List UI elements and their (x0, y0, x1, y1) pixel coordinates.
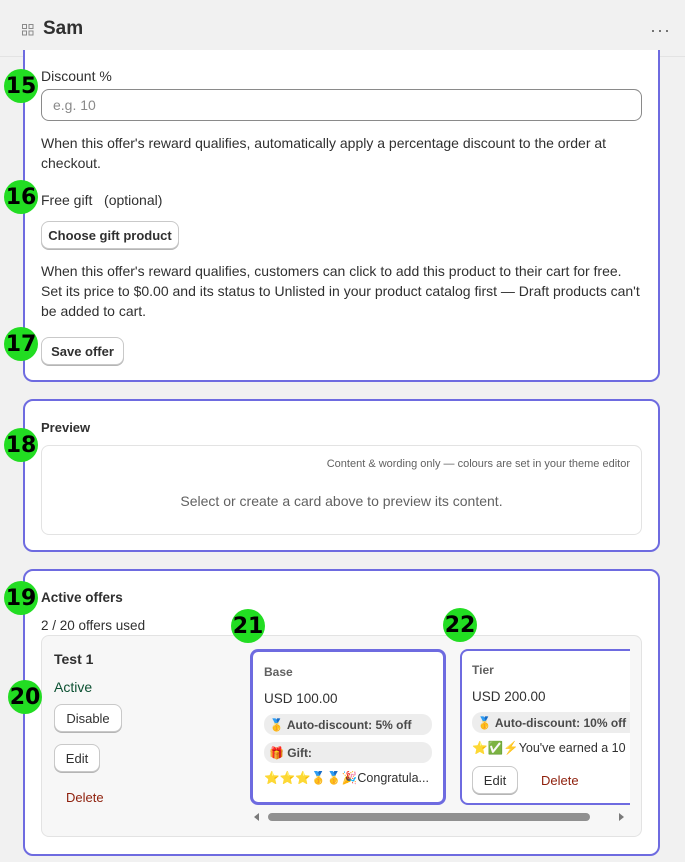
tier-card-clip (460, 649, 630, 805)
marker-20: 20 (8, 680, 42, 714)
scrollbar-thumb[interactable] (268, 813, 590, 821)
scroll-right-icon (619, 813, 624, 821)
gift-label (41, 192, 162, 208)
tier-name: Base (264, 665, 293, 679)
app-grid-icon (22, 24, 34, 36)
marker-16: 16 (4, 180, 38, 214)
app-title: Sam (43, 18, 84, 39)
marker-21: 21 (231, 609, 265, 643)
offers-usage: 2 / 20 offers used (41, 618, 146, 633)
gift-badge: 🎁 Gift: (264, 742, 432, 763)
delete-offer-button[interactable]: Delete (66, 790, 104, 805)
marker-17: 17 (4, 327, 38, 361)
tier-price: USD 100.00 (264, 691, 338, 706)
choose-gift-button[interactable]: Choose gift product (41, 221, 179, 249)
tier-name: Tier (472, 663, 494, 677)
offer-name: Test 1 (54, 651, 94, 667)
tier-message: ⭐⭐⭐🥇🥇🎉Congratula... (264, 771, 429, 785)
auto-discount-badge: 🥇 Auto-discount: 10% off (472, 712, 630, 733)
active-offers-title: Active offers (41, 590, 123, 605)
preview-note: Content & wording only — colours are set in your theme editor (326, 458, 630, 470)
auto-discount-badge: 🥇 Auto-discount: 5% off (264, 714, 432, 735)
offer-status: Active (54, 679, 93, 695)
save-offer-button[interactable]: Save offer (41, 337, 124, 365)
preview-empty-text: Select or create a card above to preview its content. (180, 493, 503, 509)
discount-label: Discount % (41, 68, 112, 84)
top-bar (0, 0, 685, 57)
disable-button[interactable]: Disable (54, 704, 122, 732)
tier-price: USD 200.00 (472, 689, 546, 704)
delete-tier-button[interactable]: Delete (541, 773, 579, 788)
discount-input[interactable] (41, 89, 642, 121)
gift-label-text: Free gift (41, 192, 93, 208)
gift-optional-text: (optional) (104, 192, 163, 208)
preview-title: Preview (41, 420, 91, 435)
marker-19: 19 (4, 581, 38, 615)
ellipsis-icon[interactable]: ··· (650, 20, 671, 40)
edit-offer-button[interactable]: Edit (54, 744, 100, 772)
scroll-left-icon (254, 813, 259, 821)
marker-22: 22 (443, 608, 477, 642)
marker-18: 18 (4, 428, 38, 462)
discount-help: When this offer's reward qualifies, automatically apply a percentage discount to the order at checkout. (41, 135, 607, 171)
gift-help: When this offer's reward qualifies, customers can click to add this product to their cart for free. Set its price to $0.00 and its status to Unlisted in your product catalog first — Draft products can't be added to cart. (41, 263, 640, 319)
edit-tier-button[interactable]: Edit (472, 766, 518, 794)
tier-message: ⭐✅⚡You've earned a 10 (472, 741, 626, 755)
marker-15: 15 (4, 69, 38, 103)
